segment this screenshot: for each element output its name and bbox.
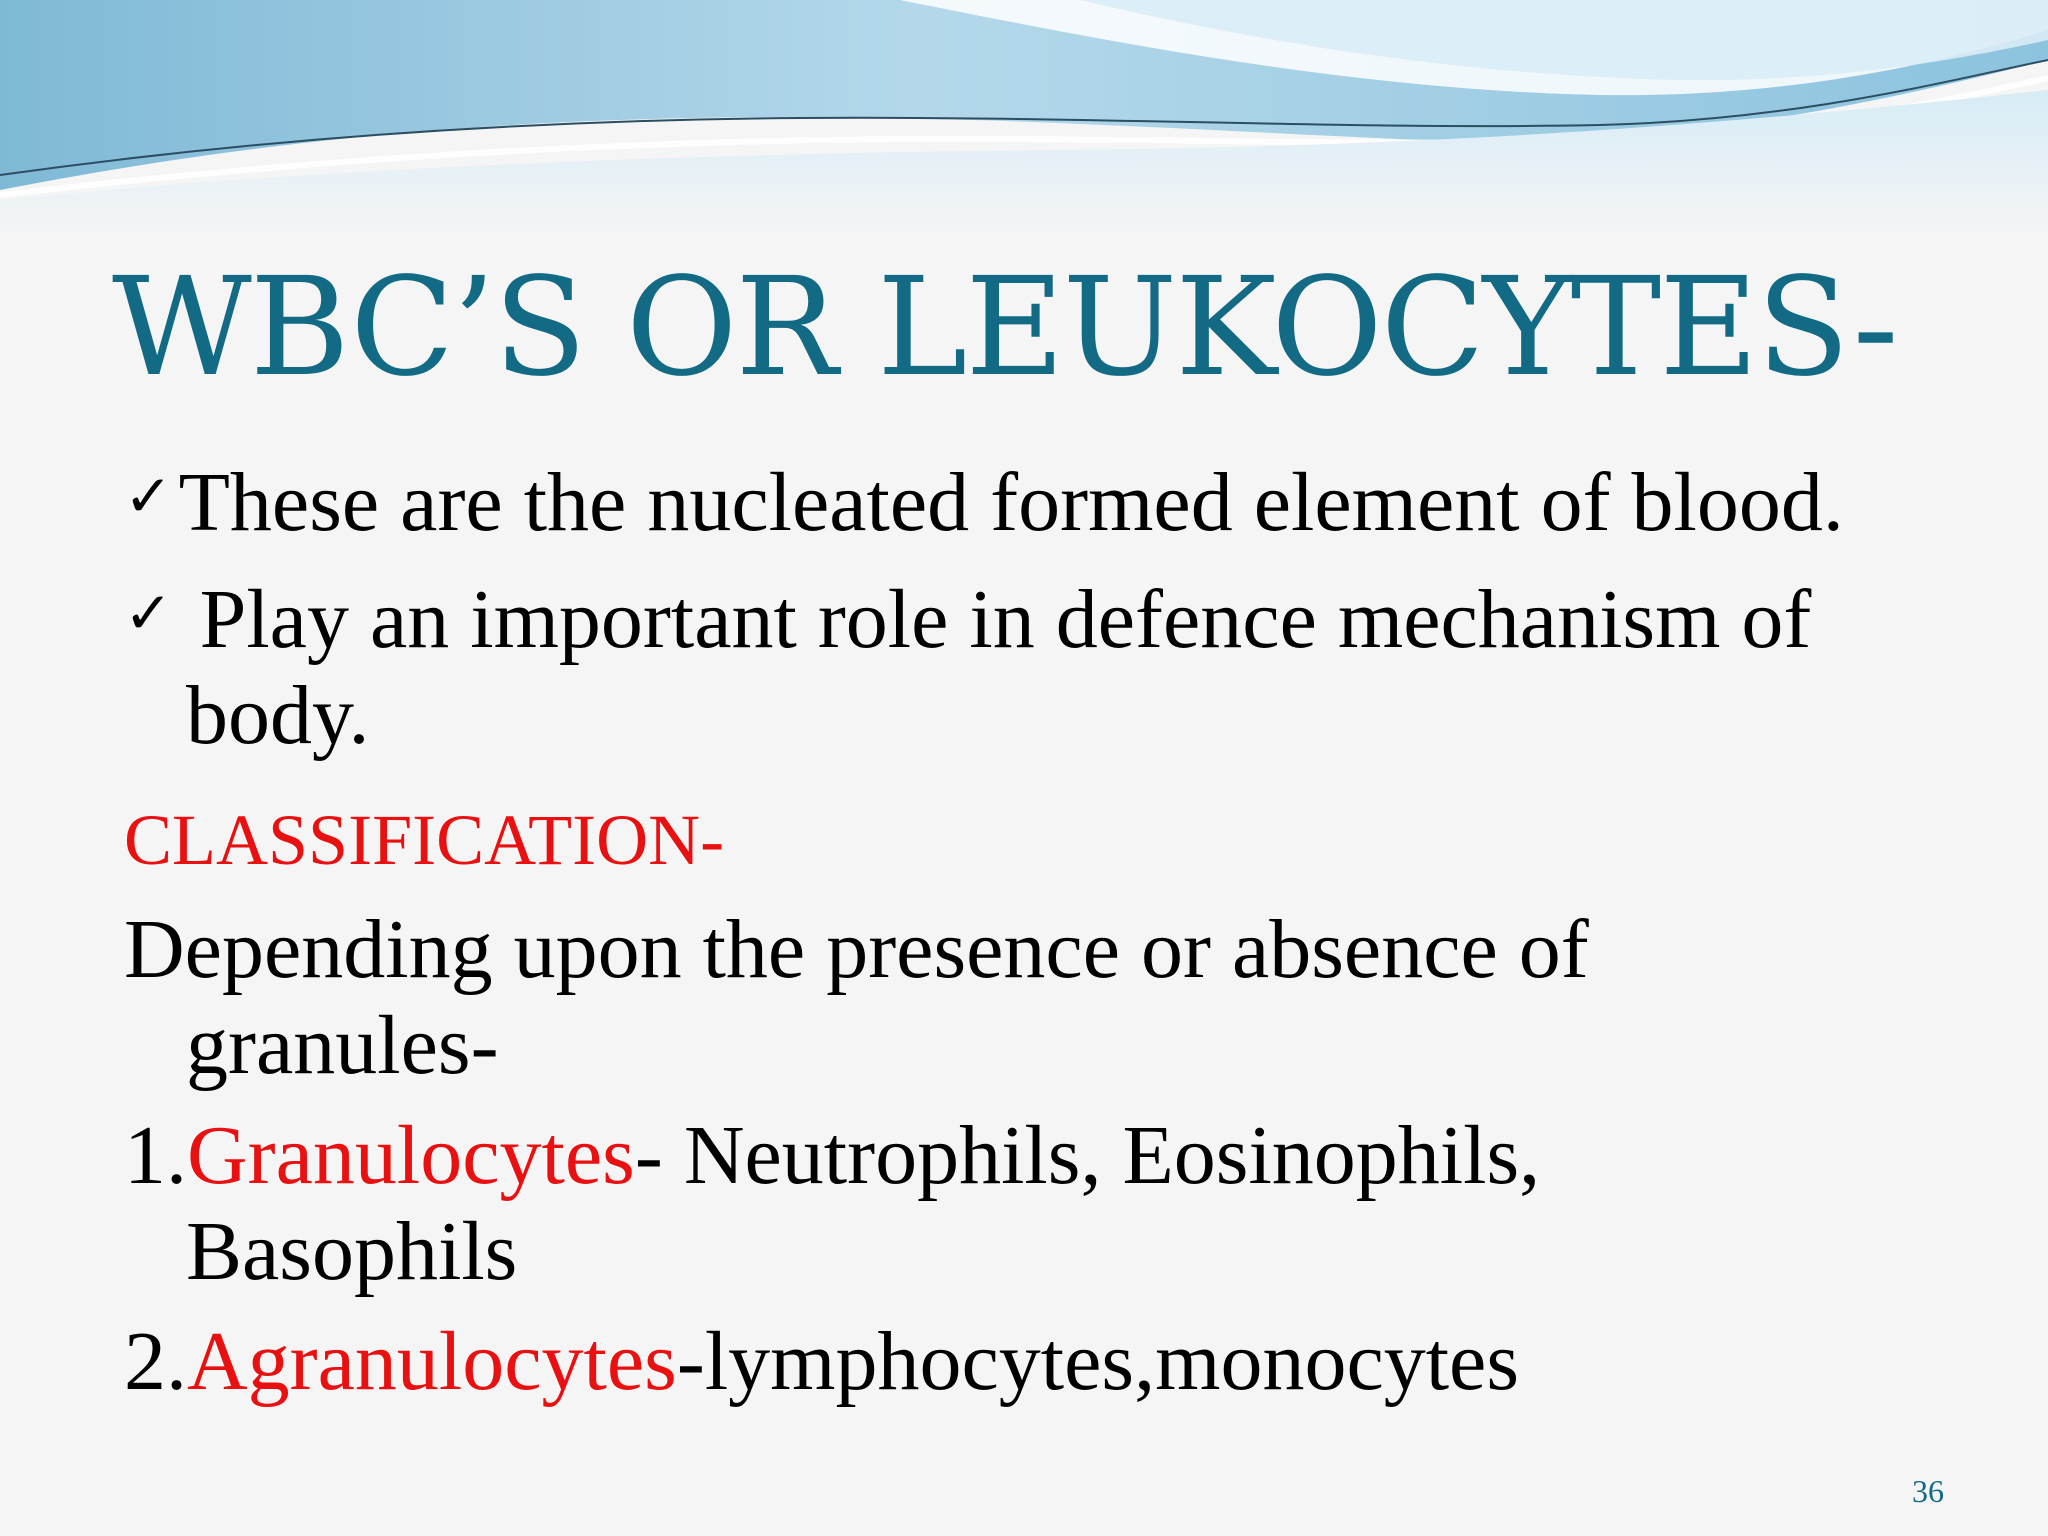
description-text-continued: granules-	[186, 999, 499, 1092]
classification-heading: CLASSIFICATION-	[124, 800, 725, 880]
list-text-continued: Basophils	[186, 1205, 518, 1298]
bullet-text: These are the nucleated formed element of blood.	[178, 456, 1844, 549]
checkmark-icon: ✓	[124, 579, 173, 647]
list-item-granulocytes	[124, 1108, 1924, 1300]
list-term: Agranulocytes	[187, 1315, 677, 1408]
page-number: 36	[1912, 1473, 1944, 1509]
classification-description	[124, 902, 1924, 1094]
list-number: 2.	[124, 1315, 187, 1408]
slide-content	[124, 448, 1924, 1410]
list-text: - Neutrophils, Eosinophils,	[634, 1109, 1541, 1202]
checkmark-icon: ✓	[124, 462, 173, 530]
description-text: Depending upon the presence or absence of	[124, 903, 1589, 996]
bullet-item	[124, 565, 1924, 764]
list-term: Granulocytes	[187, 1109, 635, 1202]
bullet-text: Play an important role in defence mechanism of	[178, 573, 1812, 666]
slide-title: WBC’S OR LEUKOCYTES-	[112, 249, 1897, 407]
list-text: -lymphocytes,monocytes	[676, 1315, 1520, 1408]
header-wave-decoration	[0, 0, 2048, 240]
list-item-agranulocytes	[124, 1314, 1924, 1410]
list-number: 1.	[124, 1109, 187, 1202]
bullet-text-continued: body.	[186, 669, 370, 762]
bullet-item	[124, 448, 1924, 551]
